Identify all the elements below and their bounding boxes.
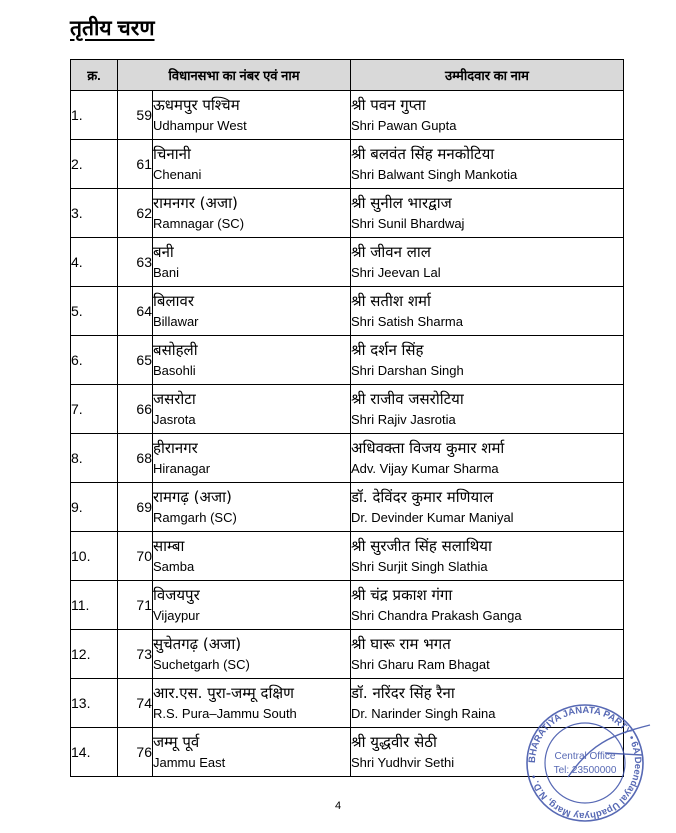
candidate-name-english: Shri Surjit Singh Slathia xyxy=(351,559,488,574)
constituency-name-cell xyxy=(153,140,351,189)
constituency-name-english: Vijaypur xyxy=(153,608,200,623)
table-row xyxy=(71,336,624,385)
constituency-name-hindi: जसरोटा xyxy=(153,390,196,408)
serial-cell: 1. xyxy=(71,91,118,140)
serial-cell: 5. xyxy=(71,287,118,336)
table-row xyxy=(71,532,624,581)
table-row xyxy=(71,385,624,434)
candidate-name-cell xyxy=(351,189,624,238)
table-header-row xyxy=(71,60,624,91)
candidate-name-hindi: डॉ. देविंदर कुमार मणियाल xyxy=(351,488,494,506)
candidate-name-english: Shri Yudhvir Sethi xyxy=(351,755,455,770)
constituency-name-hindi: बसोहली xyxy=(153,341,198,359)
serial-cell: 10. xyxy=(71,532,118,581)
serial-cell: 8. xyxy=(71,434,118,483)
seal-inner-ring xyxy=(545,723,625,803)
serial-cell: 12. xyxy=(71,630,118,679)
candidate-name-cell xyxy=(351,581,624,630)
table-row xyxy=(71,189,624,238)
constituency-number-cell: 74 xyxy=(118,679,153,728)
constituency-name-cell xyxy=(153,385,351,434)
candidate-name-english: Dr. Devinder Kumar Maniyal xyxy=(351,510,514,525)
candidate-name-english: Shri Satish Sharma xyxy=(351,314,463,329)
constituency-name-cell xyxy=(153,532,351,581)
constituency-name-cell xyxy=(153,679,351,728)
constituency-number-cell: 61 xyxy=(118,140,153,189)
candidate-name-english: Shri Chandra Prakash Ganga xyxy=(351,608,522,623)
constituency-name-hindi: सुचेतगढ़ (अजा) xyxy=(153,635,242,653)
candidate-name-cell xyxy=(351,287,624,336)
candidate-name-hindi: अधिवक्ता विजय कुमार शर्मा xyxy=(351,439,505,457)
constituency-header: विधानसभा का नंबर एवं नाम xyxy=(118,60,351,91)
constituency-number-cell: 66 xyxy=(118,385,153,434)
candidate-name-hindi: श्री दर्शन सिंह xyxy=(351,341,424,359)
candidate-name-english: Shri Darshan Singh xyxy=(351,363,464,378)
constituency-name-english: Jammu East xyxy=(153,755,226,770)
constituency-name-english: Basohli xyxy=(153,363,196,378)
constituency-name-english: Hiranagar xyxy=(153,461,211,476)
seal-line1: Central Office xyxy=(554,751,616,762)
constituency-number-cell: 71 xyxy=(118,581,153,630)
serial-cell: 6. xyxy=(71,336,118,385)
candidate-name-english: Shri Pawan Gupta xyxy=(351,118,457,133)
constituency-name-cell xyxy=(153,483,351,532)
serial-cell: 11. xyxy=(71,581,118,630)
constituency-name-cell xyxy=(153,287,351,336)
constituency-number-cell: 70 xyxy=(118,532,153,581)
candidate-name-hindi: श्री सुरजीत सिंह सलाथिया xyxy=(351,537,492,555)
table-row xyxy=(71,287,624,336)
candidate-name-english: Shri Gharu Ram Bhagat xyxy=(351,657,490,672)
serial-cell: 13. xyxy=(71,679,118,728)
constituency-name-hindi: बनी xyxy=(153,243,174,261)
constituency-number-cell: 73 xyxy=(118,630,153,679)
candidate-name-hindi: डॉ. नरिंदर सिंह रैना xyxy=(351,684,455,702)
constituency-name-cell xyxy=(153,91,351,140)
candidate-name-cell xyxy=(351,434,624,483)
constituency-number-cell: 59 xyxy=(118,91,153,140)
candidate-name-english: Shri Rajiv Jasrotia xyxy=(351,412,456,427)
candidate-name-hindi: श्री सतीश शर्मा xyxy=(351,292,431,310)
serial-cell: 7. xyxy=(71,385,118,434)
candidate-name-english: Shri Balwant Singh Mankotia xyxy=(351,167,518,182)
serial-cell: 3. xyxy=(71,189,118,238)
candidate-table xyxy=(70,59,624,777)
table-row xyxy=(71,630,624,679)
candidate-name-hindi: श्री जीवन लाल xyxy=(351,243,431,261)
constituency-number-cell: 68 xyxy=(118,434,153,483)
constituency-number-cell: 69 xyxy=(118,483,153,532)
table-row xyxy=(71,483,624,532)
candidate-name-cell xyxy=(351,336,624,385)
candidate-name-hindi: श्री सुनील भारद्वाज xyxy=(351,194,452,212)
constituency-name-english: Ramnagar (SC) xyxy=(153,216,245,231)
constituency-name-english: Udhampur West xyxy=(153,118,247,133)
constituency-name-english: Samba xyxy=(153,559,195,574)
seal-ring-text: BHARATIYA JANATA PARTY • 6A Deendayal Upadhyay Marg, N.D. • xyxy=(526,704,644,822)
candidate-name-cell xyxy=(351,140,624,189)
table-row xyxy=(71,91,624,140)
constituency-name-cell xyxy=(153,728,351,777)
constituency-name-cell xyxy=(153,336,351,385)
serial-cell: 9. xyxy=(71,483,118,532)
constituency-name-hindi: जम्मू पूर्व xyxy=(153,733,200,751)
candidate-name-hindi: श्री राजीव जसरोटिया xyxy=(351,390,464,408)
candidate-name-english: Dr. Narinder Singh Raina xyxy=(351,706,496,721)
constituency-name-hindi: बिलावर xyxy=(153,292,194,310)
party-seal-stamp xyxy=(510,685,660,825)
candidate-name-hindi: श्री चंद्र प्रकाश गंगा xyxy=(351,586,453,604)
constituency-name-cell xyxy=(153,630,351,679)
table-row xyxy=(71,434,624,483)
table-row xyxy=(71,581,624,630)
constituency-name-hindi: आर.एस. पुरा-जम्मू दक्षिण xyxy=(153,684,294,702)
candidate-name-hindi: श्री घारू राम भगत xyxy=(351,635,451,653)
candidate-name-english: Shri Jeevan Lal xyxy=(351,265,441,280)
candidate-name-hindi: श्री बलवंत सिंह मनकोटिया xyxy=(351,145,495,163)
constituency-name-cell xyxy=(153,434,351,483)
table-row xyxy=(71,140,624,189)
constituency-name-hindi: ऊधमपुर पश्चिम xyxy=(153,96,240,114)
candidate-name-cell xyxy=(351,238,624,287)
candidate-name-cell xyxy=(351,532,624,581)
serial-cell: 14. xyxy=(71,728,118,777)
candidate-name-cell xyxy=(351,91,624,140)
constituency-name-hindi: विजयपुर xyxy=(153,586,200,604)
constituency-number-cell: 63 xyxy=(118,238,153,287)
constituency-name-english: Billawar xyxy=(153,314,199,329)
candidate-name-cell xyxy=(351,630,624,679)
constituency-name-cell xyxy=(153,238,351,287)
page-number: 4 xyxy=(334,800,342,812)
constituency-number-cell: 76 xyxy=(118,728,153,777)
serial-header: क्र. xyxy=(71,60,118,91)
candidate-header: उम्मीदवार का नाम xyxy=(351,60,624,91)
constituency-name-english: Jasrota xyxy=(153,412,196,427)
constituency-name-hindi: साम्बा xyxy=(153,537,185,555)
constituency-name-hindi: हीरानगर xyxy=(153,439,198,457)
constituency-name-english: R.S. Pura–Jammu South xyxy=(153,706,297,721)
candidate-name-hindi: श्री युद्धवीर सेठी xyxy=(351,733,437,751)
constituency-name-english: Bani xyxy=(153,265,180,280)
constituency-name-english: Ramgarh (SC) xyxy=(153,510,237,525)
page-heading: तृतीय चरण xyxy=(70,17,155,40)
serial-cell: 2. xyxy=(71,140,118,189)
serial-cell: 4. xyxy=(71,238,118,287)
table-row xyxy=(71,238,624,287)
constituency-name-hindi: रामनगर (अजा) xyxy=(153,194,238,212)
constituency-name-cell xyxy=(153,189,351,238)
constituency-name-hindi: चिनानी xyxy=(153,145,191,163)
candidate-name-cell xyxy=(351,385,624,434)
constituency-number-cell: 64 xyxy=(118,287,153,336)
candidate-name-english: Shri Sunil Bhardwaj xyxy=(351,216,465,231)
constituency-number-cell: 62 xyxy=(118,189,153,238)
seal-line2: Tel: 23500000 xyxy=(553,765,617,776)
candidate-name-cell xyxy=(351,483,624,532)
candidate-name-hindi: श्री पवन गुप्ता xyxy=(351,96,426,114)
constituency-number-cell: 65 xyxy=(118,336,153,385)
constituency-name-cell xyxy=(153,581,351,630)
constituency-name-english: Chenani xyxy=(153,167,202,182)
constituency-name-hindi: रामगढ़ (अजा) xyxy=(153,488,232,506)
candidate-name-english: Adv. Vijay Kumar Sharma xyxy=(351,461,499,476)
constituency-name-english: Suchetgarh (SC) xyxy=(153,657,250,672)
